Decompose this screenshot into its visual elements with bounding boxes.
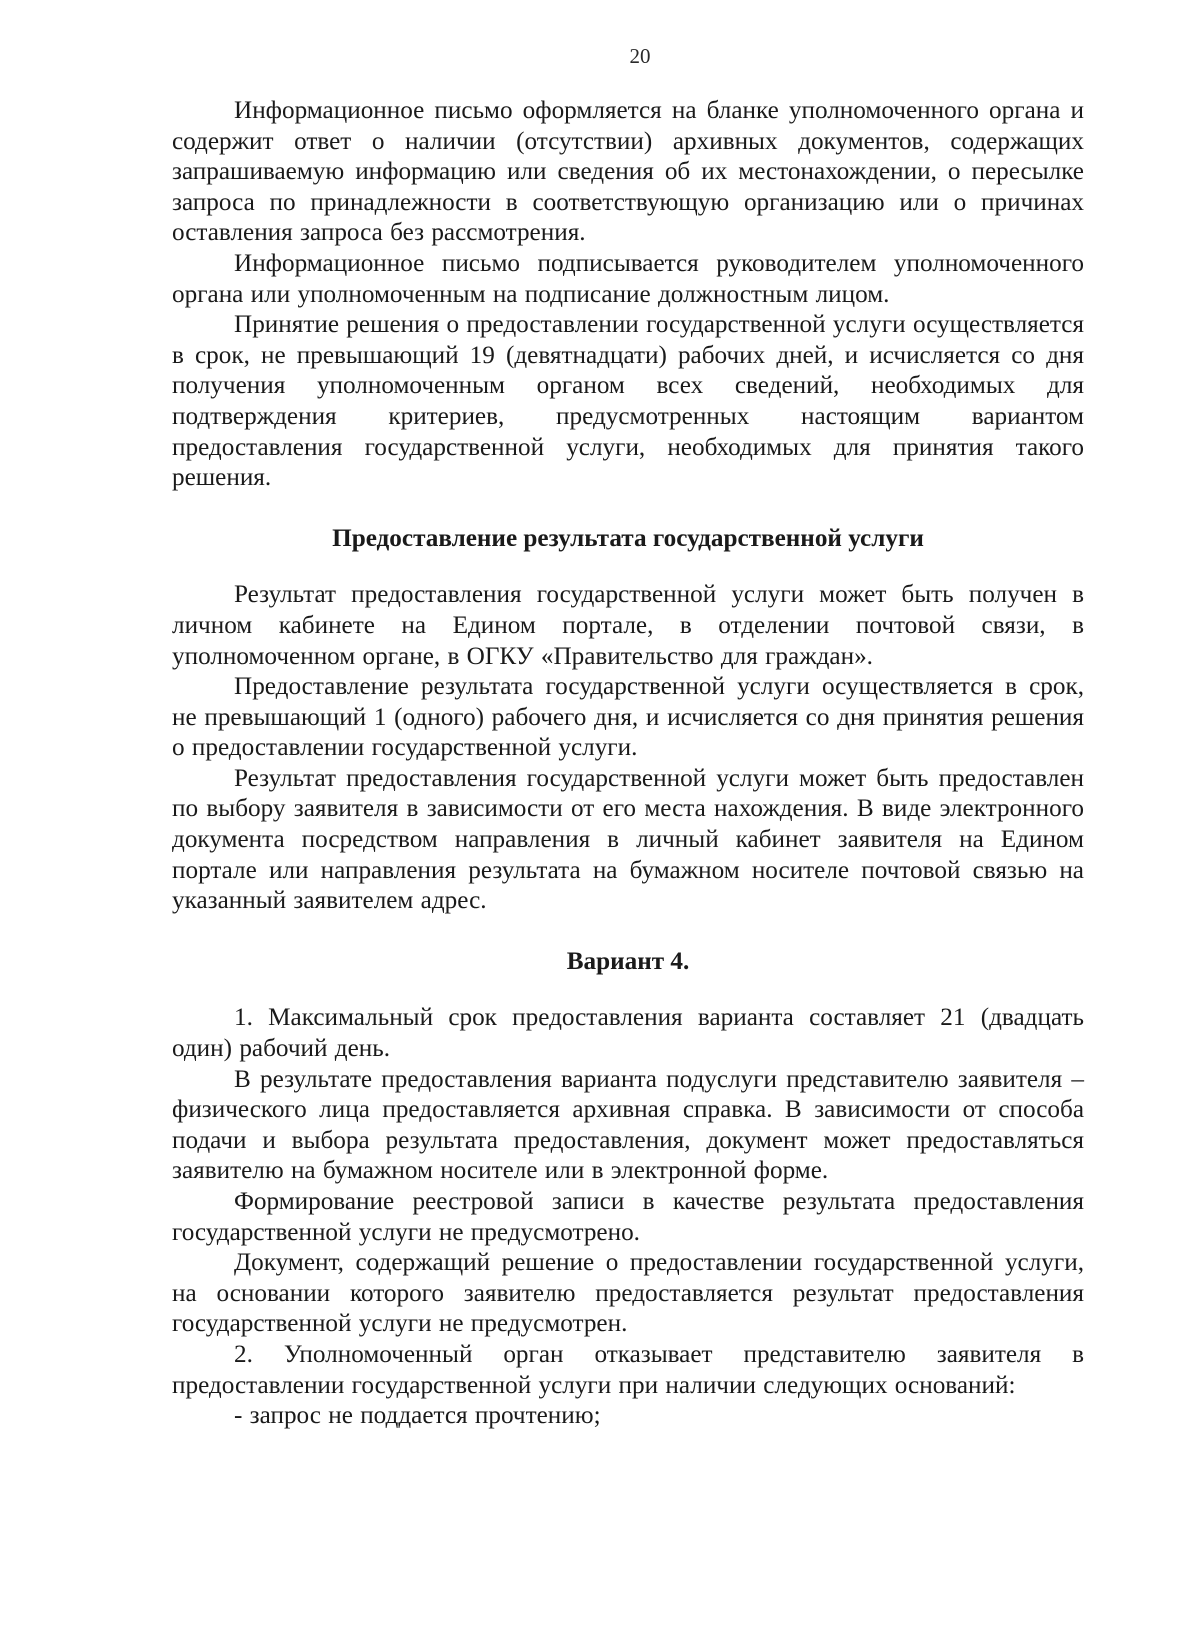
paragraph: Принятие решения о предоставлении государственной услуги осуществляется в срок, не превышающий 19 (девятнадцати) рабочих дней, и исчисляется со дня получения уполномоченным органом всех сведений, необходимых для подтверждения критериев, предусмотренных настоящим вариантом предоставления государственной услуги, необходимых для принятия такого решения. [172,311,1084,492]
paragraph: Информационное письмо оформляется на бланке уполномоченного органа и содержит ответ о наличии (отсутствии) архивных документов, содержащих запрашиваемую информацию или сведения об их местонахождении, о пересылке запроса по принадлежности в соответствующую организацию или о причинах оставления запроса без рассмотрения. [172,97,1084,247]
paragraph: Формирование реестровой записи в качестве результата предоставления государственной услуги не предусмотрено. [172,1188,1084,1246]
section-heading: Вариант 4. [566,947,690,975]
paragraph: В результате предоставления варианта подуслуги представителю заявителя – физического лица предоставляется архивная справка. В зависимости от способа подачи и выбора результата предоставления, документ может предоставляться заявителю на бумажном носителе или в электронной форме. [172,1065,1084,1185]
paragraph: Результат предоставления государственной услуги может быть предоставлен по выбору заявителя в зависимости от его места нахождения. В виде электронного документа посредством направления в личный кабинет заявителя на Едином портале или направления результата на бумажном носителе почтовой связью на указанный заявителем адрес. [172,764,1084,915]
paragraph: 1. Максимальный срок предоставления варианта составляет 21 (двадцать один) рабочий день. [172,1004,1084,1063]
paragraph: Информационное письмо подписывается руководителем уполномоченного органа или уполномоченным на подписание должностным лицом. [172,249,1084,308]
document-body [172,96,1084,1432]
list-item: - запрос не поддается прочтению; [234,1402,601,1430]
paragraph: Предоставление результата государственной услуги осуществляется в срок, не превышающий 1 (одного) рабочего дня, и исчисляется со дня принятия решения о предоставлении государственной услуги. [172,673,1084,762]
page-number: 20 [629,44,651,68]
paragraph: 2. Уполномоченный орган отказывает представителю заявителя в предоставлении государственной услуги при наличии следующих оснований: [172,1340,1084,1399]
section-heading: Предоставление результата государственной услуги [332,524,924,552]
paragraph: Результат предоставления государственной услуги может быть получен в личном кабинете на Едином портале, в отделении почтовой связи, в уполномоченном органе, в ОГКУ «Правительство для граждан». [172,581,1084,670]
paragraph: Документ, содержащий решение о предоставлении государственной услуги, на основании которого заявителю предоставляется результат предоставления государственной услуги не предусмотрен. [172,1249,1084,1338]
